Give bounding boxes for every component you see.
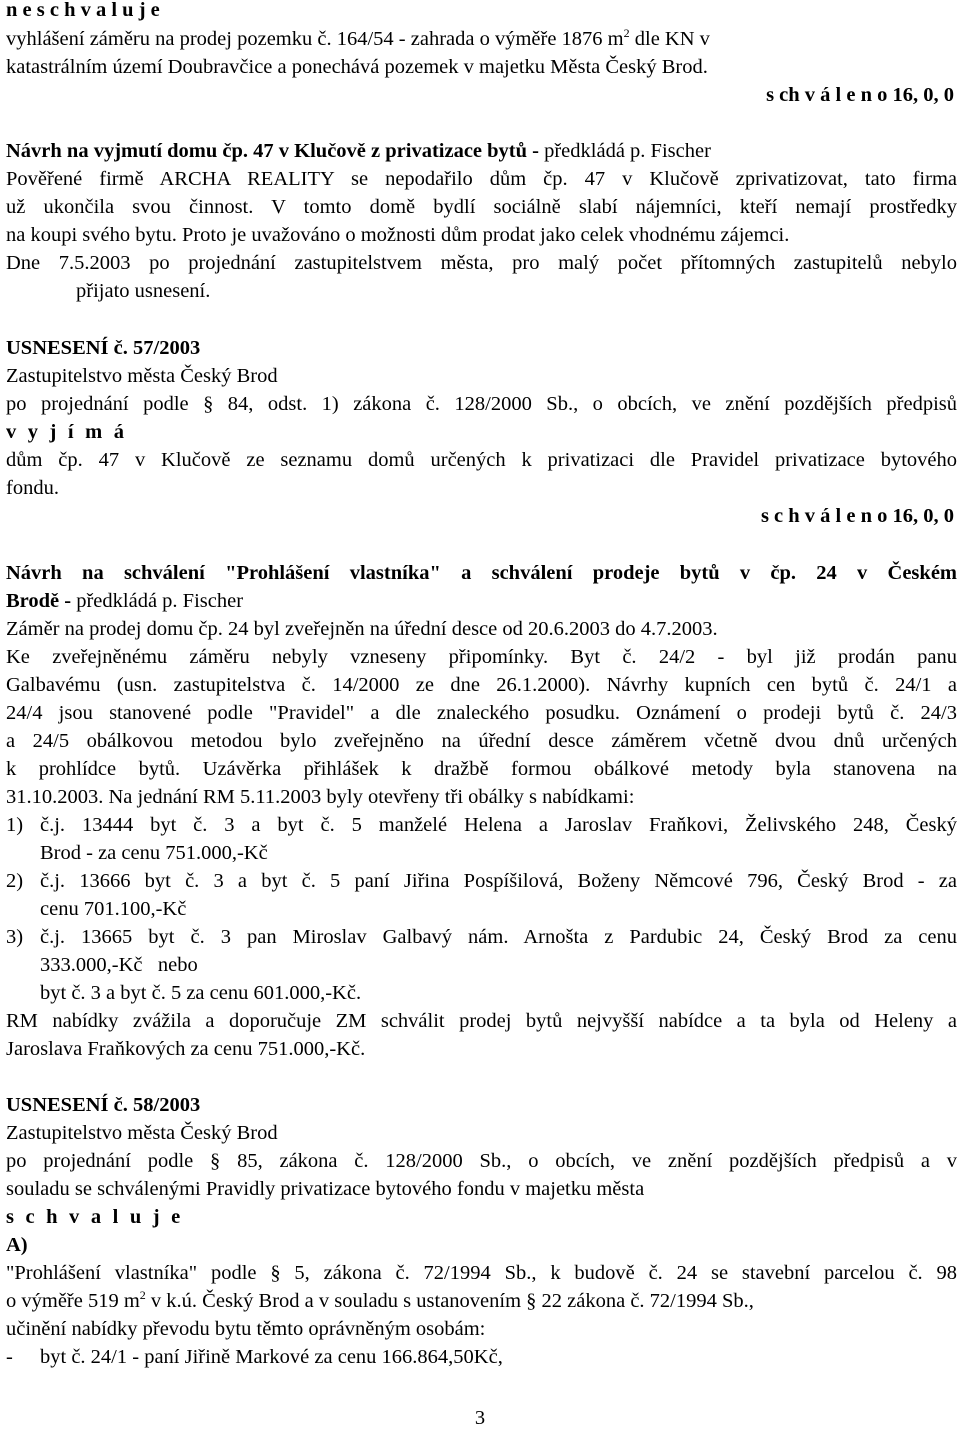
section-title: Návrh na schválení "Prohlášení vlastníka" a schválení prodeje bytů v čp. 24 v Českém [6,562,957,584]
section-title: Brodě - předkládá p. Fischer [6,590,244,612]
paragraph-line: fondu. [6,477,59,499]
offer-text: cenu 701.100,-Kč [40,898,187,920]
law-reference: souladu se schválenými Pravidly privatizace bytového fondu v majetku města [6,1178,645,1200]
offer-text: č.j. 13666 byt č. 3 a byt č. 5 paní Jiřina Pospíšilová, Boženy Němcové 796, Český Brod - za [40,870,957,892]
page-number: 3 [474,1407,486,1429]
paragraph-line: Jaroslava Fraňkových za cenu 751.000,-Kč. [6,1038,366,1060]
resolution-body: Zastupitelstvo města Český Brod [6,365,278,387]
offer-text: č.j. 13665 byt č. 3 pan Miroslav Galbavý nám. Arnošta z Pardubic 24, Český Brod za cenu [40,926,957,948]
paragraph-line: Ke zveřejněnému záměru nebyly vzneseny připomínky. Byt č. 24/2 - byl již prodán panu [6,646,957,668]
paragraph-line: RM nabídky zvážila a doporučuje ZM schválit prodej bytů nejvyšší nabídce a ta byla od Heleny a [6,1010,957,1032]
disapprove-heading: n e s c h v a l u j e [6,0,160,21]
offer-text: byt č. 3 a byt č. 5 za cenu 601.000,-Kč. [40,982,362,1004]
law-reference: po projednání podle § 84, odst. 1) zákona č. 128/2000 Sb., o obcích, ve znění pozdějších předpisů [6,393,957,415]
paragraph-line: Galbavému (usn. zastupitelstva č. 14/2000 ze dne 26.1.2000). Návrhy kupních cen bytů č. 24/1 a [6,674,957,696]
paragraph-line: učinění nabídky převodu bytu těmto oprávněným osobám: [6,1318,486,1340]
paragraph-line: katastrálním území Doubravčice a ponechává pozemek v majetku Města Český Brod. [6,56,708,78]
vote-result: s c h v á l e n o 16, 0, 0 [760,505,954,527]
resolution-verb: v y j í m á [6,421,128,443]
paragraph-line: 24/4 jsou stanovené podle "Pravidel" a dle znaleckého posudku. Oznámení o prodeji bytů č. 24/3 [6,702,957,724]
offer-text: Brod - za cenu 751.000,-Kč [40,842,268,864]
paragraph-line: Pověřené firmě ARCHA REALITY se nepodařilo dům čp. 47 v Klučově zprivatizovat, tato firma [6,168,957,190]
offer-text: 333.000,-Kč nebo [40,954,198,976]
paragraph-line: Dne 7.5.2003 po projednání zastupitelstvem města, pro malý počet přítomných zastupitelů nebylo [6,252,957,274]
offer-number: 3) [6,926,24,948]
item-label: A) [6,1234,28,1256]
law-reference: po projednání podle § 85, zákona č. 128/2000 Sb., o obcích, ve znění pozdějších předpisů a v [6,1150,957,1172]
resolution-verb: s c h v a l u j e [6,1206,184,1228]
paragraph-line: na koupi svého bytu. Proto je uvažováno o možnosti dům prodat jako celek vhodnému zájemci. [6,224,790,246]
paragraph-line: dům čp. 47 v Klučově ze seznamu domů určených k privatizaci dle Pravidel privatizace bytového [6,449,957,471]
offer-number: 2) [6,870,24,892]
paragraph-line: "Prohlášení vlastníka" podle § 5, zákona č. 72/1994 Sb., k budově č. 24 se stavební parcelou č. 98 [6,1262,957,1284]
paragraph-line: a 24/5 obálkovou metodou bylo zveřejněno na úřední desce záměrem včetně dvou dnů určených [6,730,957,752]
paragraph-line: už ukončila svou činnost. V tomto domě bydlí sociálně slabí nájemníci, kteří nemají prostředky [6,196,957,218]
paragraph-line: k prohlídce bytů. Uzávěrka přihlášek k dražbě formou obálkové metody byla stanovena na [6,758,957,780]
resolution-title: USNESENÍ č. 58/2003 [6,1094,201,1116]
list-item: byt č. 24/1 - paní Jiřině Markové za cenu 166.864,50Kč, [40,1346,503,1368]
offer-text: č.j. 13444 byt č. 3 a byt č. 5 manželé Helena a Jaroslav Fraňkovi, Želivského 248, Český [40,814,957,836]
paragraph-line: o výměře 519 $m^2$ v k.ú. Český Brod a v souladu s ustanovením § 22 zákona č. 72/1994 Sb., [6,1288,754,1312]
resolution-title: USNESENÍ č. 57/2003 [6,337,201,359]
section-title: Návrh na vyjmutí domu čp. 47 v Klučově z privatizace bytů - předkládá p. Fischer [6,140,711,162]
list-dash: - [6,1346,13,1368]
paragraph-line: Záměr na prodej domu čp. 24 byl zveřejněn na úřední desce od 20.6.2003 do 4.7.2003. [6,618,718,640]
paragraph-line: vyhlášení záměru na prodej pozemku č. 164/54 - zahrada o výměře 1876 $m^2$ dle KN v [6,26,710,50]
paragraph-line: 31.10.2003. Na jednání RM 5.11.2003 byly otevřeny tři obálky s nabídkami: [6,786,635,808]
paragraph-line: přijato usnesení. [76,280,211,302]
offer-number: 1) [6,814,24,836]
resolution-body: Zastupitelstvo města Český Brod [6,1122,278,1144]
vote-result: s ch v á l e n o 16, 0, 0 [766,84,954,106]
